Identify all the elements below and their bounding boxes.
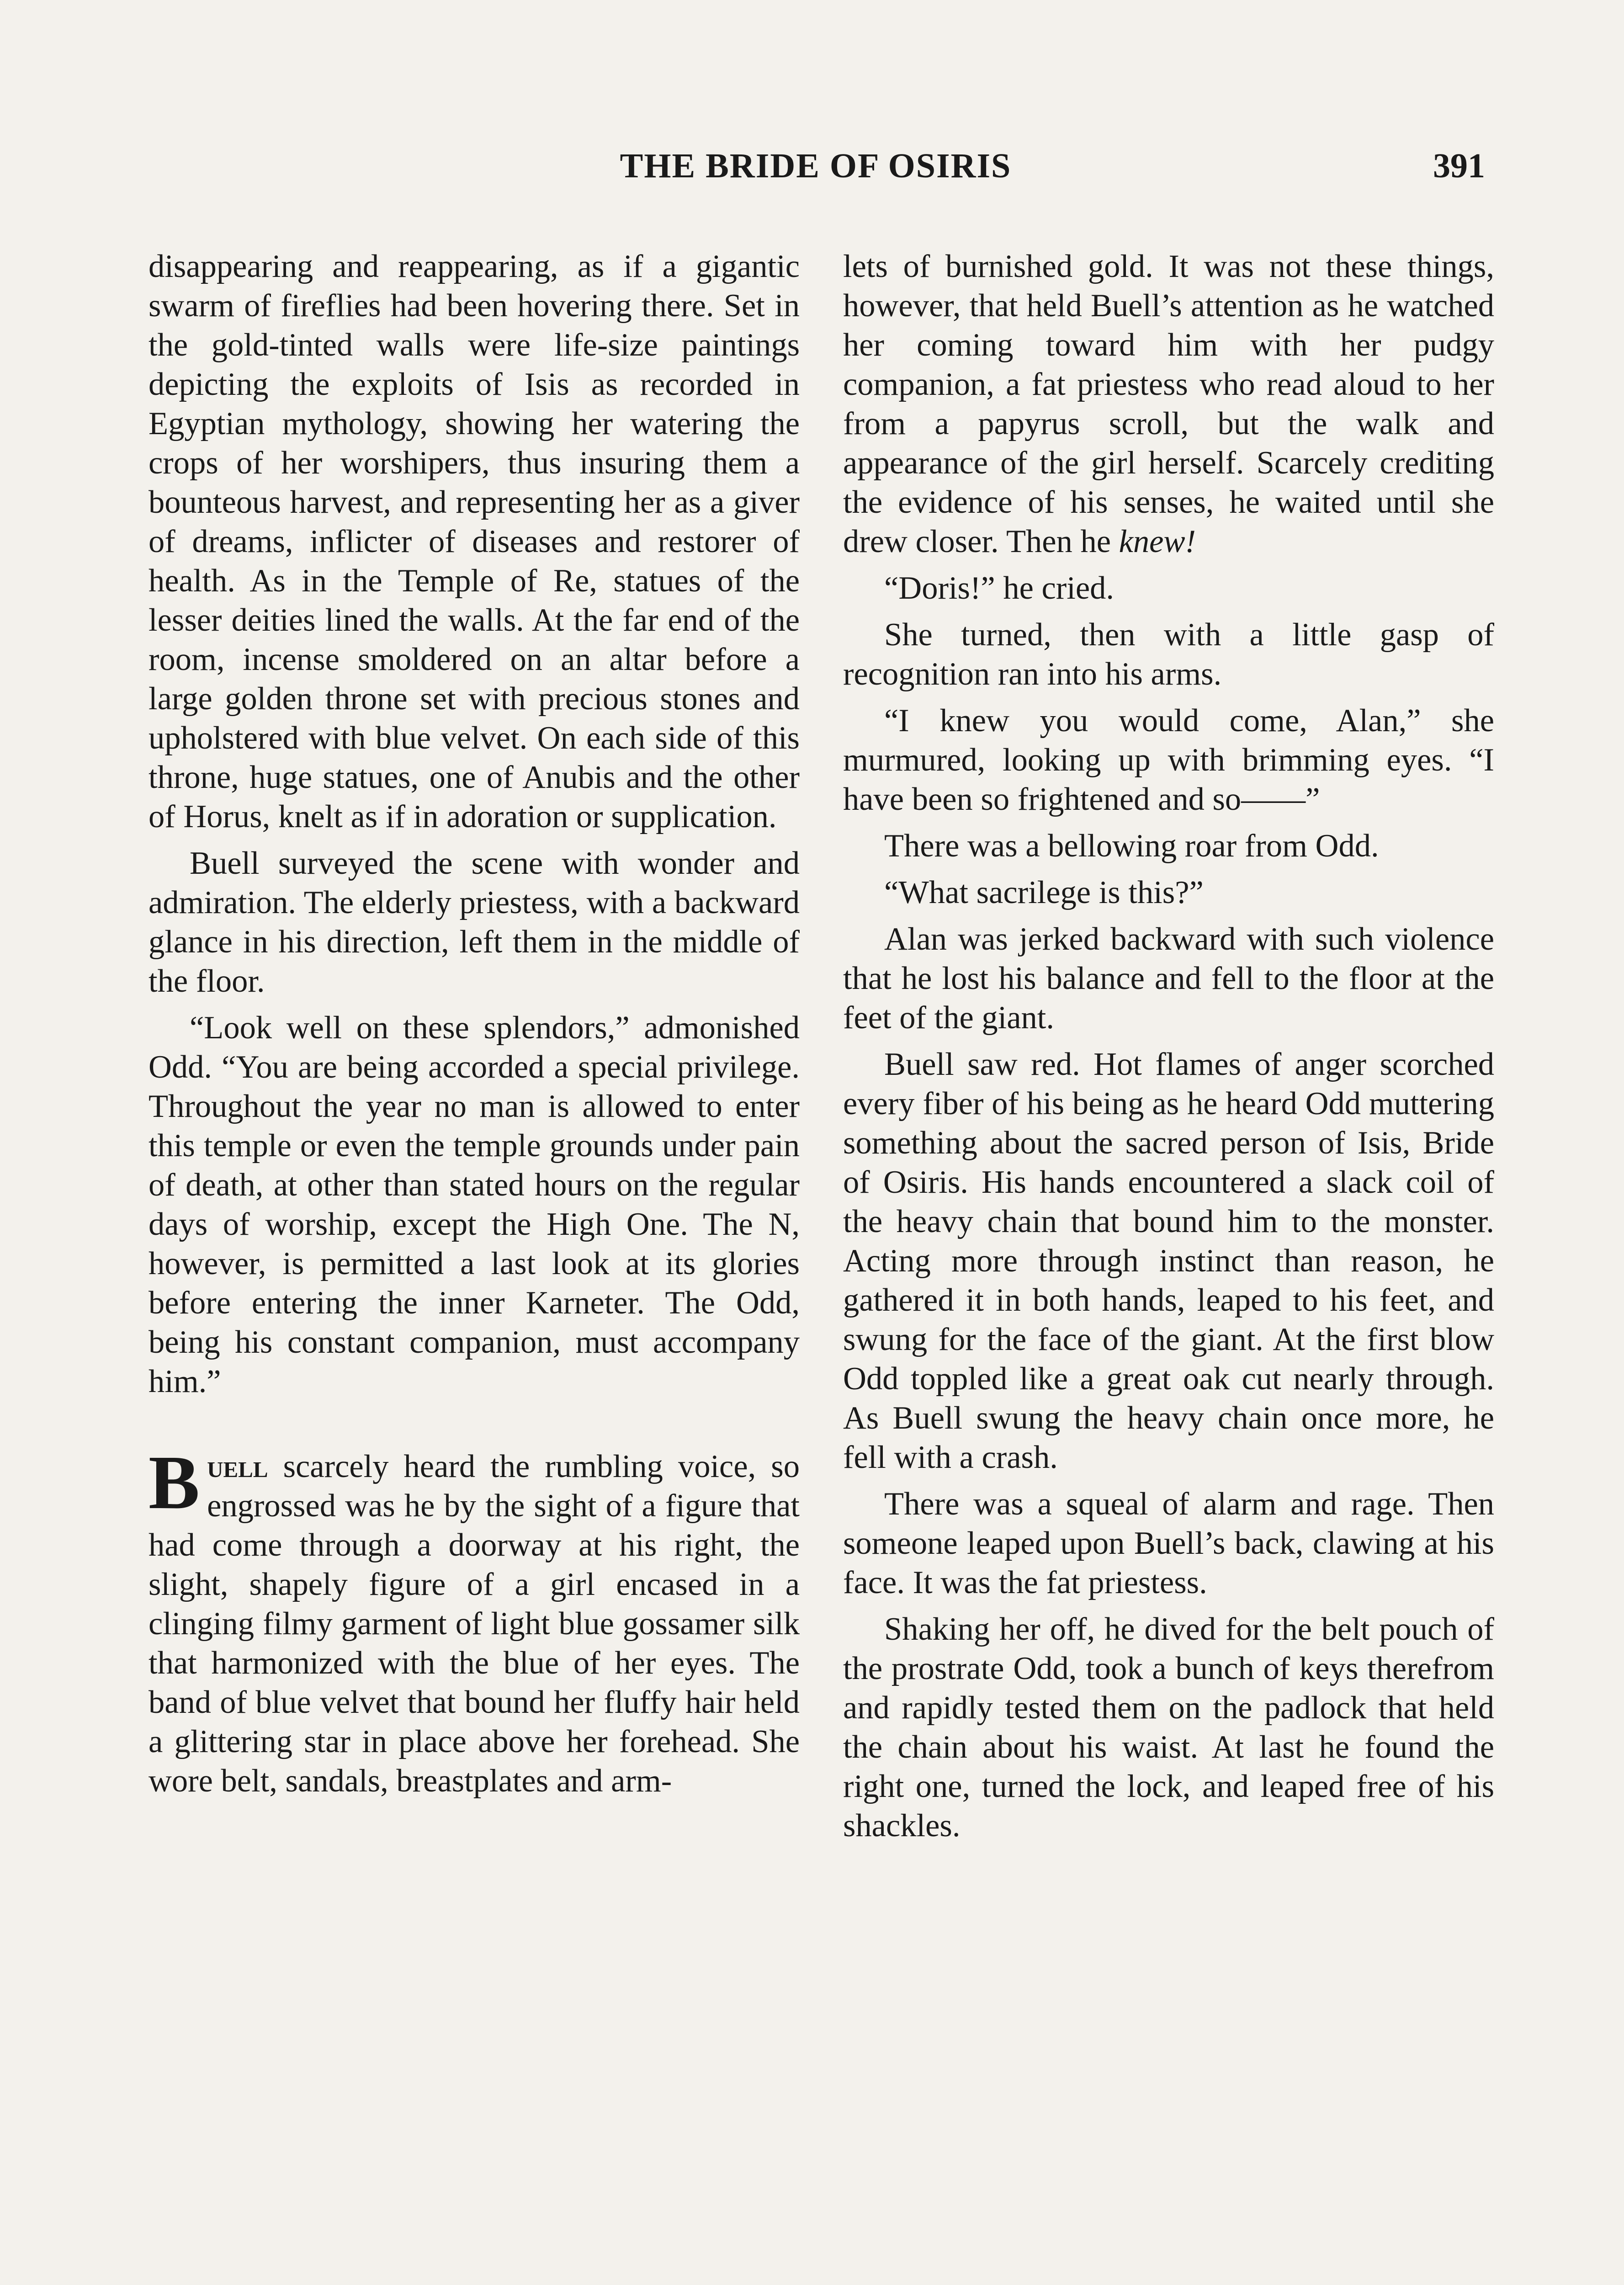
small-caps-word: uell (207, 1449, 268, 1484)
paragraph: “What sacrilege is this?” (884, 875, 1204, 910)
drop-cap: B (149, 1440, 200, 1525)
paragraph: “Look well on these splendors,” admonished Odd. “You are being accorded a special privilege. Throughout the year no man is allowed to enter this temple or even the temple grounds under pain of death, at other than stated hours on the regular days of worship, except the High One. The N, however, is permitted a last look at its glories before entering the inner Karneter. The Odd, being his constant companion, must accompany him.” (149, 1010, 800, 1399)
paragraph: Buell saw red. Hot flames of anger scorched every fiber of his being as he heard Odd muttering something about the sacred person of Isis, Bride of Osiris. His hands encountered a slack coil of the heavy chain that bound him to the monster. Acting more through instinct than reason, he gathered it in both hands, leaped to his feet, and swung for the face of the giant. At the first blow Odd toppled like a great oak cut nearly through. As Buell swung the heavy chain once more, he fell with a crash. (843, 1047, 1494, 1475)
paragraph: Buell surveyed the scene with wonder and admiration. The elderly priestess, with a backward glance in his direction, left them in the middle of the floor. (149, 845, 800, 999)
emphasis-text: knew! (1119, 524, 1196, 559)
page-number: 391 (1433, 147, 1485, 185)
paragraph: There was a squeal of alarm and rage. Then someone leaped upon Buell’s back, clawing at his face. It was the fat priestess. (843, 1486, 1494, 1600)
paragraph: She turned, then with a little gasp of recognition ran into his arms. (843, 617, 1494, 692)
paragraph: “Doris!” he cried. (884, 570, 1115, 606)
section-opening-paragraph (149, 1440, 800, 1801)
paragraph (843, 247, 1494, 561)
left-column (149, 247, 800, 1808)
right-column (843, 247, 1494, 1853)
paragraph: There was a bellowing roar from Odd. (884, 828, 1379, 864)
paragraph: Shaking her off, he dived for the belt pouch of the prostrate Odd, took a bunch of keys therefrom and rapidly tested them on the padlock that held the chain about his waist. At last he found the right one, turned the lock, and leaped free of his shackles. (843, 1611, 1494, 1844)
page-header (146, 146, 1485, 197)
paragraph: “I knew you would come, Alan,” she murmured, looking up with brimming eyes. “I have been so frightened and so——” (843, 703, 1494, 817)
paragraph: Alan was jerked backward with such violence that he lost his balance and fell to the floor at the feet of the giant. (843, 921, 1494, 1036)
paragraph-text: scarcely heard the rumbling voice, so engrossed was he by the sight of a figure that had come through a doorway at his right, the slight, shapely figure of a girl encased in a clinging filmy garment of light blue gossamer silk that harmonized with the blue of her eyes. The band of blue velvet that bound her fluffy hair held a glittering star in place above her forehead. She wore belt, sandals, breastplates and arm- (149, 1449, 800, 1799)
paragraph: disappearing and reappearing, as if a gigantic swarm of fireflies had been hovering there. Set in the gold-tinted walls were life-size paintings depicting the exploits of Isis as recorded in Egyptian mythology, showing her watering the crops of her worshipers, thus insuring them a bounteous harvest, and representing her as a giver of dreams, inflicter of diseases and restorer of health. As in the Temple of Re, statues of the lesser deities lined the walls. At the far end of the room, incense smoldered on an altar before a large golden throne set with precious stones and upholstered with blue velvet. On each side of this throne, huge statues, one of Anubis and the other of Horus, knelt as if in adoration or supplication. (149, 249, 800, 834)
paragraph-text: lets of burnished gold. It was not these things, however, that held Buell’s attention as he watched her coming toward him with her pudgy companion, a fat priestess who read aloud to her from a papyrus scroll, but the walk and appearance of the girl herself. Scarcely crediting the evidence of his senses, he waited until she drew closer. Then he (843, 249, 1494, 559)
running-title: THE BRIDE OF OSIRIS (620, 147, 1012, 185)
